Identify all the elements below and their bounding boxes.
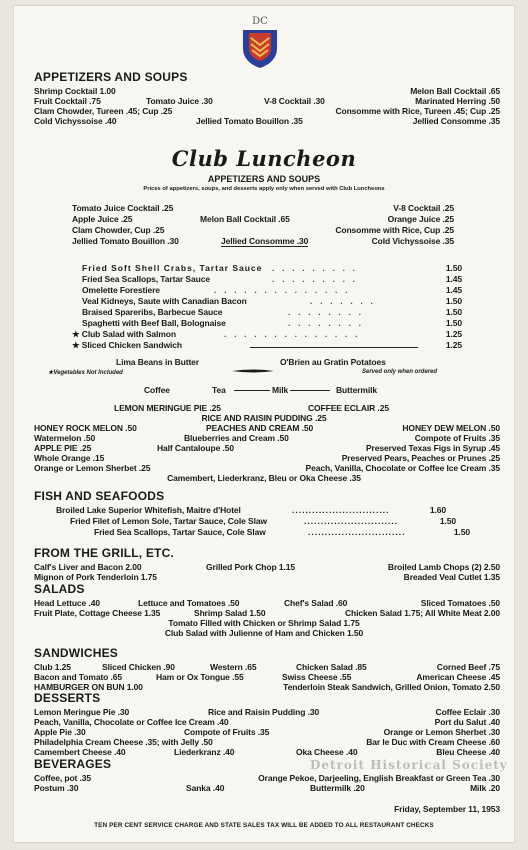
entree-leader: . . . . . . . . <box>288 307 362 317</box>
drink-tea: Tea <box>212 385 226 395</box>
menu-item: Clam Chowder, Cup .25 <box>72 225 165 235</box>
menu-item: Cold Vichyssoise .40 <box>34 116 117 126</box>
menu-item: Orange Pekoe, Darjeeling, English Breakfast or Green Tea .30 <box>258 773 500 783</box>
menu-item: Coffee Eclair .30 <box>435 707 500 717</box>
veg-note: ★Vegetables Not Included <box>48 370 123 376</box>
menu-item: Lemon Meringue Pie .30 <box>34 707 130 717</box>
menu-item: Rice and Raisin Pudding .30 <box>208 707 320 717</box>
fish-leader: ............................. <box>308 527 406 537</box>
entree-leader: . . . . . . . . . <box>272 274 357 284</box>
menu-item: Shrimp Cocktail 1.00 <box>34 86 116 96</box>
fish-item-price: 1.50 <box>453 527 470 537</box>
menu-item: Camembert, Liederkranz, Bleu or Oka Cheese .35 <box>167 473 361 483</box>
fish-item-name: Fried Sea Scallops, Tartar Sauce, Cole Slaw <box>94 527 266 537</box>
menu-item: Grilled Pork Chop 1.15 <box>206 562 295 572</box>
menu-item: Lettuce and Tomatoes .50 <box>138 598 240 608</box>
beverages-heading: BEVERAGES <box>34 757 112 771</box>
menu-item: Chicken Salad 1.75; All White Meat 2.00 <box>345 608 500 618</box>
menu-item: HONEY DEW MELON .50 <box>402 423 500 433</box>
menu-item: Coffee, pot .35 <box>34 773 92 783</box>
menu-item: Cold Vichyssoise .35 <box>371 236 454 246</box>
menu-item: Preserved Pears, Peaches or Prunes .25 <box>341 453 500 463</box>
entree-price: 1.50 <box>445 296 462 306</box>
menu-item: Orange or Lemon Sherbet .30 <box>383 727 500 737</box>
menu-item: Apple Pie .30 <box>34 727 86 737</box>
menu-item: Apple Juice .25 <box>72 214 133 224</box>
menu-item: Orange or Lemon Sherbet .25 <box>34 463 151 473</box>
drink-buttermilk: Buttermilk <box>336 385 378 395</box>
menu-item: Calf's Liver and Bacon 2.00 <box>34 562 142 572</box>
menu-item: COFFEE ECLAIR .25 <box>308 403 389 413</box>
menu-item: Club 1.25 <box>34 662 71 672</box>
menu-item: Postum .30 <box>34 783 79 793</box>
entree-price: 1.25 <box>445 340 462 350</box>
menu-item: Sliced Tomatoes .50 <box>420 598 500 608</box>
veg-right: O'Brien au Gratin Potatoes <box>280 357 386 367</box>
menu-item: Philadelphia Cream Cheese .35; with Jelly .50 <box>34 737 213 747</box>
menu-item: APPLE PIE .25 <box>34 443 92 453</box>
entree-name: Fried Soft Shell Crabs, Tartar Sauce <box>82 263 263 273</box>
entree-leader: . . . . . . . . . . . . . . <box>224 329 359 339</box>
menu-item: Marinated Herring .50 <box>415 96 500 106</box>
club-subtitle: APPETIZERS AND SOUPS <box>207 174 321 184</box>
menu-item: RICE AND RAISIN PUDDING .25 <box>201 413 327 423</box>
menu-item: Bacon and Tomato .65 <box>34 672 123 682</box>
grill-heading: FROM THE GRILL, ETC. <box>34 546 174 560</box>
entree-price: 1.45 <box>445 274 462 284</box>
menu-item: LEMON MERINGUE PIE .25 <box>114 403 221 413</box>
menu-item: Port du Salut .40 <box>434 717 500 727</box>
menu-item: Breaded Veal Cutlet 1.35 <box>403 572 500 582</box>
watermark: Detroit Historical Society <box>310 758 508 772</box>
veg-served-note: Served only when ordered <box>362 369 438 375</box>
entree-name: Braised Spareribs, Barbecue Sauce <box>82 307 223 317</box>
appetizers-heading: APPETIZERS AND SOUPS <box>34 70 188 84</box>
menu-item: Sliced Chicken .90 <box>102 662 175 672</box>
menu-item: V-8 Cocktail .30 <box>264 96 325 106</box>
menu-item: Liederkranz .40 <box>174 747 235 757</box>
menu-item: Chicken Salad .85 <box>296 662 367 672</box>
entree-leader: . . . . . . . . . . . . . . <box>214 285 349 295</box>
fish-heading: FISH AND SEAFOODS <box>34 489 165 503</box>
entree-name: Spaghetti with Beef Ball, Bolognaise <box>82 318 226 328</box>
menu-item: Peach, Vanilla, Chocolate or Coffee Ice Cream .40 <box>34 717 229 727</box>
entree-name: Veal Kidneys, Saute with Canadian Bacon <box>82 296 247 306</box>
menu-item: Peach, Vanilla, Chocolate or Coffee Ice Cream .35 <box>305 463 500 473</box>
menu-item: Fruit Cocktail .75 <box>34 96 101 106</box>
club-note: Prices of appetizers, soups, and desserts apply only when served with Club Luncheons <box>143 186 385 192</box>
fish-leader: ............................. <box>292 505 390 515</box>
menu-item: Chef's Salad .60 <box>284 598 348 608</box>
entree-leader: . . . . . . . . <box>288 318 362 328</box>
fish-item-name: Fried Filet of Lemon Sole, Tartar Sauce, Cole Slaw <box>70 516 267 526</box>
salads-heading: SALADS <box>34 582 85 596</box>
entree-leader-rule <box>250 347 418 348</box>
menu-item: Camembert Cheese .40 <box>34 747 126 757</box>
entree-price: 1.50 <box>445 263 462 273</box>
menu-item: Watermelon .50 <box>34 433 96 443</box>
menu-item: Tomato Juice Cocktail .25 <box>72 203 174 213</box>
menu-item: Bar le Duc with Cream Cheese .60 <box>366 737 500 747</box>
menu-item: Preserved Texas Figs in Syrup .45 <box>365 443 500 453</box>
menu-item: Jellied Tomato Bouillon .30 <box>72 236 179 246</box>
menu-item: Jellied Tomato Bouillon .35 <box>196 116 303 126</box>
footer-note: TEN PER CENT SERVICE CHARGE AND STATE SALES TAX WILL BE ADDED TO ALL RESTAURANT CHECKS <box>94 822 434 829</box>
menu-item: HONEY ROCK MELON .50 <box>34 423 137 433</box>
menu-item: Milk .20 <box>470 783 500 793</box>
entree-name: ★ Club Salad with Salmon <box>72 329 176 339</box>
menu-item: Tomato Juice .30 <box>146 96 213 106</box>
menu-item: Tenderloin Steak Sandwich, Grilled Onion, Tomato 2.50 <box>283 682 500 692</box>
entree-leader: . . . . . . . <box>310 296 374 306</box>
menu-item: Sanka .40 <box>186 783 225 793</box>
entree-name: ★ Sliced Chicken Sandwich <box>72 340 182 350</box>
fish-item-price: 1.50 <box>439 516 456 526</box>
menu-item: Buttermilk .20 <box>310 783 365 793</box>
desserts-heading: DESSERTS <box>34 691 101 705</box>
menu-item: Orange Juice .25 <box>387 214 454 224</box>
menu-item: Compote of Fruits .35 <box>414 433 500 443</box>
menu-item: Jellied Consomme .35 <box>412 116 500 126</box>
entree-price: 1.25 <box>445 329 462 339</box>
fish-item-price: 1.60 <box>429 505 446 515</box>
menu-item: Swiss Cheese .55 <box>282 672 352 682</box>
menu-item: Melon Ball Cocktail .65 <box>410 86 500 96</box>
veg-divider <box>232 361 274 379</box>
menu-item: Bleu Cheese .40 <box>436 747 500 757</box>
menu-item: HAMBURGER ON BUN 1.00 <box>34 682 143 692</box>
club-luncheon-title: Club Luncheon <box>171 146 357 171</box>
menu-item: Half Cantaloupe .50 <box>157 443 234 453</box>
fish-item-name: Broiled Lake Superior Whitefish, Maitre d'Hotel <box>56 505 241 515</box>
menu-item: Tomato Filled with Chicken or Shrimp Salad 1.75 <box>168 618 360 628</box>
entree-price: 1.50 <box>445 318 462 328</box>
menu-item: Broiled Lamb Chops (2) 2.50 <box>387 562 500 572</box>
entree-price: 1.45 <box>445 285 462 295</box>
crest-logo <box>240 14 280 70</box>
menu-item: Consomme with Rice, Cup .25 <box>335 225 454 235</box>
menu-item: Compote of Fruits .35 <box>184 727 270 737</box>
drink-coffee: Coffee <box>144 385 170 395</box>
menu-item: Head Lettuce .40 <box>34 598 100 608</box>
menu-item: Corned Beef .75 <box>436 662 500 672</box>
menu-item: Whole Orange .15 <box>34 453 105 463</box>
entree-leader: . . . . . . . . . <box>272 263 357 273</box>
menu-card <box>14 6 514 842</box>
menu-date: Friday, September 11, 1953 <box>394 804 500 814</box>
crest-monogram: DC <box>252 16 268 27</box>
entree-name: Fried Sea Scallops, Tartar Sauce <box>82 274 210 284</box>
menu-item: Oka Cheese .40 <box>296 747 358 757</box>
menu-item: Melon Ball Cocktail .65 <box>200 214 290 224</box>
menu-item: Blueberries and Cream .50 <box>184 433 289 443</box>
menu-item: Western .65 <box>210 662 257 672</box>
veg-left: Lima Beans in Butter <box>116 357 200 367</box>
menu-item: American Cheese .45 <box>416 672 500 682</box>
entree-price: 1.50 <box>445 307 462 317</box>
menu-item: Club Salad with Julienne of Ham and Chicken 1.50 <box>164 628 364 638</box>
menu-item: Clam Chowder, Tureen .45; Cup .25 <box>34 106 173 116</box>
menu-item: PEACHES AND CREAM .50 <box>206 423 314 433</box>
fish-leader: ............................ <box>304 516 399 526</box>
menu-item: Mignon of Pork Tenderloin 1.75 <box>34 572 157 582</box>
entree-name: Omelette Forestiere <box>82 285 160 295</box>
menu-item: Ham or Ox Tongue .55 <box>156 672 244 682</box>
drink-milk: Milk <box>272 385 289 395</box>
sandwiches-heading: SANDWICHES <box>34 646 119 660</box>
menu-item: Shrimp Salad 1.50 <box>194 608 266 618</box>
menu-item: V-8 Cocktail .25 <box>393 203 454 213</box>
menu-item: Fruit Plate, Cottage Cheese 1.35 <box>34 608 161 618</box>
menu-item: Jellied Consomme .30 <box>221 236 309 246</box>
menu-item: Consomme with Rice, Tureen .45; Cup .25 <box>335 106 500 116</box>
